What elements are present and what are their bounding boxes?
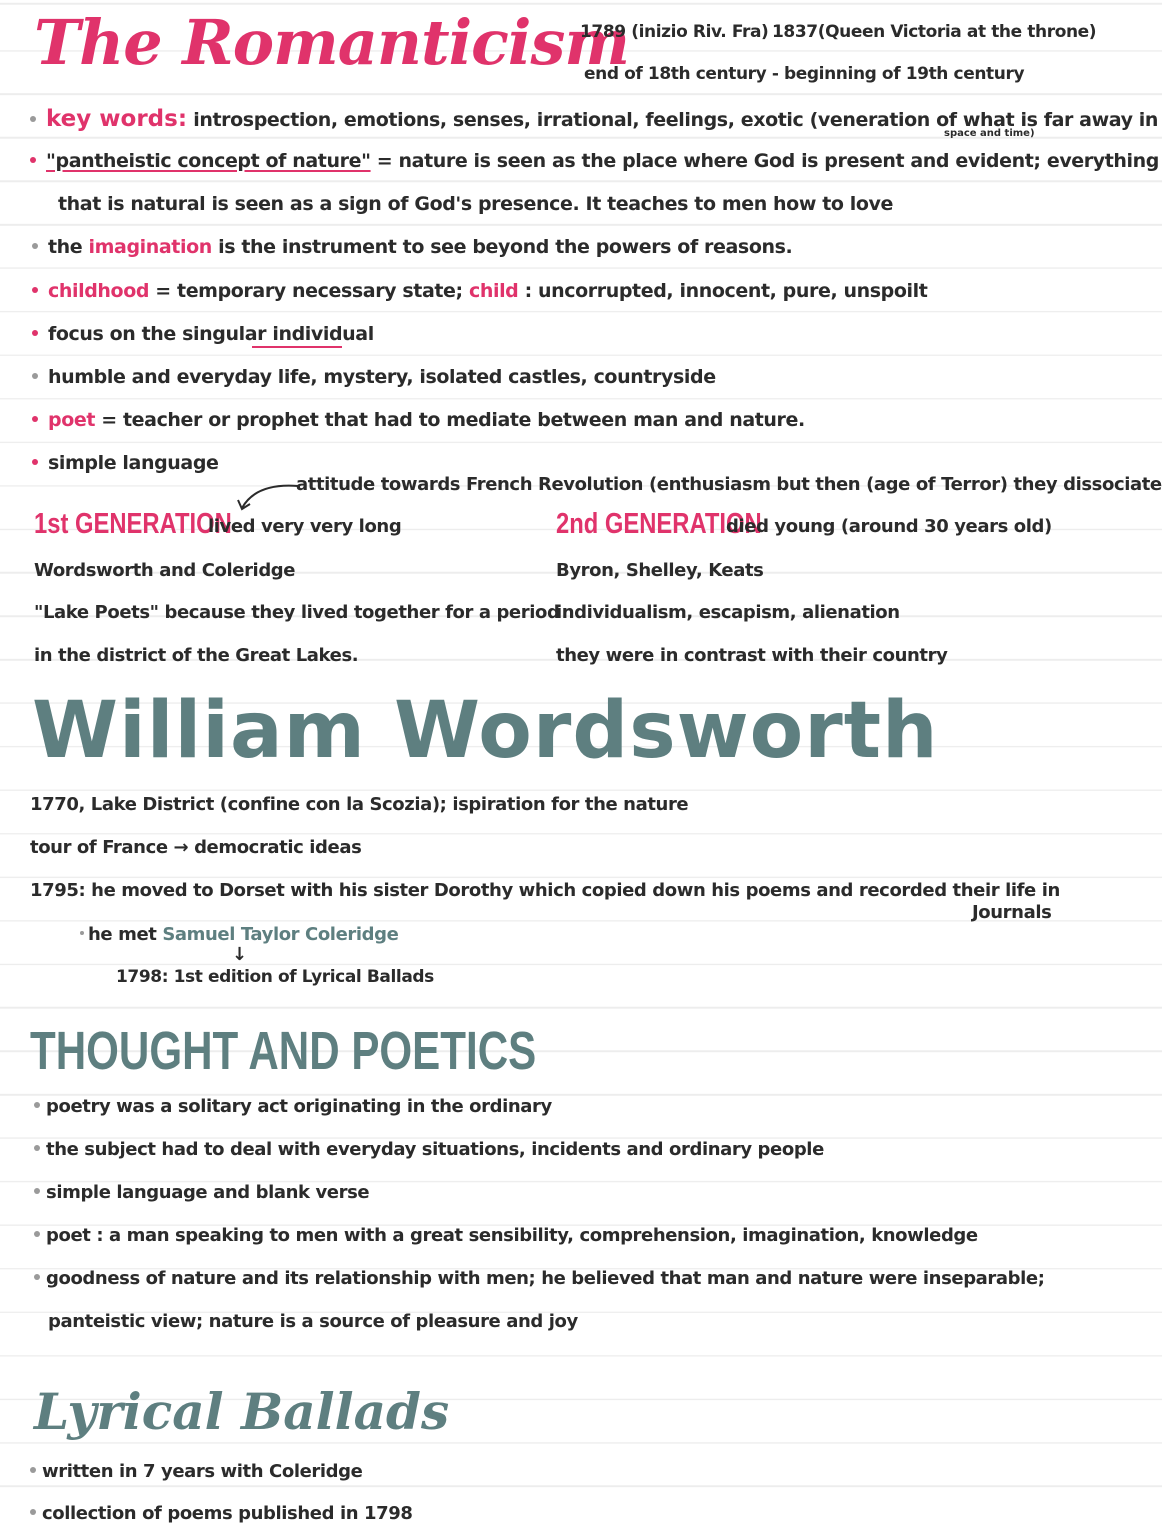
keywords-label: key words: — [46, 106, 188, 132]
ww-1798: 1798: 1st edition of Lyrical Ballads — [116, 967, 434, 987]
pantheistic-line — [30, 150, 1159, 172]
gen2-names: Byron, Shelley, Keats — [556, 560, 764, 581]
thought-text: goodness of nature and its relationship with men; he believed that man and nature were inseparable; — [46, 1268, 1045, 1289]
thought-text: the subject had to deal with everyday situations, incidents and ordinary people — [46, 1139, 824, 1160]
child-word: child — [468, 280, 519, 302]
focus-line — [32, 323, 374, 345]
focus-text: focus on the singular individual — [48, 323, 374, 345]
lyrical-text: collection of poems published in 1798 — [42, 1503, 413, 1524]
pantheistic-text: = nature is seen as the place where God is present and evident; everything — [370, 150, 1159, 172]
imagination-pre: the — [48, 236, 89, 258]
thought-text: poetry was a solitary act originating in the ordinary — [46, 1096, 552, 1117]
thought-item-5b: panteistic view; nature is a source of pleasure and joy — [48, 1311, 578, 1332]
individual-underline — [252, 346, 342, 348]
bullet-icon — [34, 1231, 40, 1237]
bullet-icon — [34, 1145, 40, 1151]
humble-line — [32, 366, 716, 388]
ww-journals: Journals — [972, 902, 1052, 923]
gen2-note: died young (around 30 years old) — [726, 516, 1052, 537]
gen2-line1: individualism, escapism, alienation — [556, 602, 900, 623]
keywords-text: introspection, emotions, senses, irrational, feelings, exotic (veneration of what is far away in — [193, 109, 1159, 131]
ww-line2: tour of France → democratic ideas — [30, 837, 362, 858]
ww-met-line — [80, 924, 398, 945]
bullet-icon — [30, 116, 36, 122]
thought-item-2 — [34, 1139, 824, 1160]
ww-coleridge: Samuel Taylor Coleridge — [162, 924, 399, 945]
bullet-icon — [34, 1102, 40, 1108]
thought-title: THOUGHT AND POETICS — [30, 1021, 537, 1081]
bullet-icon — [34, 1188, 40, 1194]
lyrical-text: written in 7 years with Coleridge — [42, 1461, 363, 1482]
simple-text: simple language — [48, 452, 219, 474]
date-1837: 1837(Queen Victoria at the throne) — [772, 22, 1097, 42]
child-text: : uncorrupted, innocent, pure, unspoilt — [518, 280, 928, 302]
wordsworth-title: William Wordsworth — [32, 686, 939, 776]
gen1-line1: "Lake Poets" because they lived together for a period — [34, 602, 560, 623]
gen1-note: lived very very long — [208, 516, 402, 537]
bullet-icon — [32, 243, 38, 249]
thought-item-1 — [34, 1096, 552, 1117]
bullet-icon — [80, 931, 84, 935]
gen1-names: Wordsworth and Coleridge — [34, 560, 296, 581]
thought-item-3 — [34, 1182, 369, 1203]
bullet-icon — [32, 287, 38, 293]
ww-line3: 1795: he moved to Dorset with his sister Dorothy which copied down his poems and recorded their life in — [30, 880, 1060, 901]
thought-text: simple language and blank verse — [46, 1182, 370, 1203]
lyrical-item-2 — [30, 1503, 413, 1524]
pantheistic-label: "pantheistic concept of nature" — [46, 150, 371, 172]
pantheistic-line-2: that is natural is seen as a sign of God's presence. It teaches to men how to love — [58, 193, 893, 215]
date-1789: 1789 (inizio Riv. Fra) — [580, 22, 769, 42]
bullet-icon — [34, 1274, 40, 1280]
thought-text: poet : a man speaking to men with a great sensibility, comprehension, imagination, knowledge — [46, 1225, 978, 1246]
bullet-icon — [30, 1467, 36, 1473]
thought-item-4 — [34, 1225, 978, 1246]
imagination-word: imagination — [88, 236, 212, 258]
bullet-icon — [30, 157, 36, 163]
childhood-text: = temporary necessary state; — [149, 280, 469, 302]
childhood-word: childhood — [48, 280, 150, 302]
childhood-line — [32, 280, 927, 302]
bullet-icon — [32, 416, 38, 422]
attitude-text: attitude towards French Revolution (enthusiasm but then (age of Terror) they dissociate — [296, 474, 1162, 495]
gen2-line2: they were in contrast with their country — [556, 645, 948, 666]
gen1-line2: in the district of the Great Lakes. — [34, 645, 359, 666]
bullet-icon — [30, 1509, 36, 1515]
poet-word: poet — [48, 409, 96, 431]
ww-met: he met — [88, 924, 163, 945]
lyrical-title: Lyrical Ballads — [34, 1382, 450, 1441]
ww-line1: 1770, Lake District (confine con la Scozia); ispiration for the nature — [30, 794, 689, 815]
imagination-line — [32, 236, 792, 258]
humble-text: humble and everyday life, mystery, isolated castles, countryside — [48, 366, 716, 388]
keywords-note: space and time) — [944, 128, 1035, 139]
simple-line — [32, 452, 219, 474]
period-text: end of 18th century - beginning of 19th century — [584, 64, 1025, 84]
imagination-post: is the instrument to see beyond the powers of reasons. — [211, 236, 793, 258]
bullet-icon — [32, 459, 38, 465]
gen2-title: 2nd GENERATION — [556, 508, 762, 540]
bullet-icon — [32, 373, 38, 379]
curved-arrow-icon — [232, 480, 302, 514]
bullet-icon — [32, 330, 38, 336]
poet-text: = teacher or prophet that had to mediate between man and nature. — [95, 409, 805, 431]
poet-line — [32, 409, 805, 431]
thought-item-5 — [34, 1268, 1045, 1289]
romanticism-title: The Romanticism — [34, 6, 629, 79]
gen1-title: 1st GENERATION — [34, 508, 232, 540]
lyrical-item-1 — [30, 1461, 362, 1482]
down-arrow-icon: ↓ — [232, 944, 247, 965]
